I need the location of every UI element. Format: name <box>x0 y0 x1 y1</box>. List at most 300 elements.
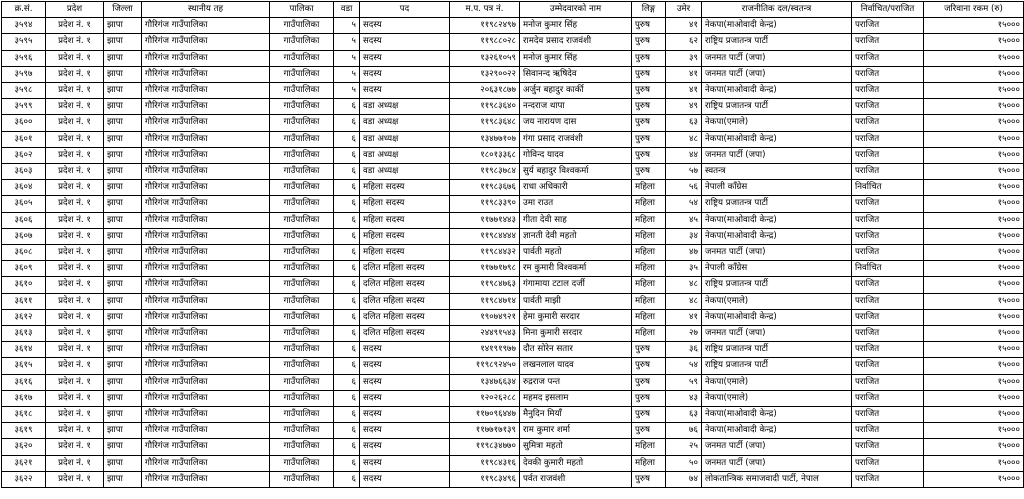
district-cell: झापा <box>104 66 142 82</box>
ward-cell: ५ <box>334 83 360 99</box>
serial-cell: ३६१६ <box>2 374 46 390</box>
gender-cell: महिला <box>632 277 666 293</box>
candidate-name-cell: ज्ञानती देवी महतो <box>520 228 632 244</box>
local-level-cell: गौरिगंज गाउँपालिका <box>142 18 270 34</box>
post-cell: वडा अध्यक्ष <box>360 115 450 131</box>
result-cell: पराजित <box>852 99 924 115</box>
ballot-number-cell: १९०७४९२१ <box>450 309 520 325</box>
result-cell: निर्वाचित <box>852 180 924 196</box>
party-cell: नेकपा(एमाले) <box>702 293 852 309</box>
table-row <box>2 18 1024 34</box>
ward-cell: ६ <box>334 180 360 196</box>
fine-amount-cell: १५००० <box>924 34 1024 50</box>
district-cell: झापा <box>104 131 142 147</box>
candidate-name-cell: दौत सोरेन सतार <box>520 342 632 358</box>
party-cell: नेपाली काँग्रेस <box>702 261 852 277</box>
municipality-type-cell: गाउँपालिका <box>270 131 334 147</box>
post-cell: सदस्य <box>360 390 450 406</box>
candidate-name-cell: राम कुमार शर्मा <box>520 423 632 439</box>
party-cell: राष्ट्रिय प्रजातन्त्र पार्टी <box>702 34 852 50</box>
result-cell: पराजित <box>852 50 924 66</box>
table-row <box>2 277 1024 293</box>
municipality-type-cell: गाउँपालिका <box>270 374 334 390</box>
district-cell: झापा <box>104 439 142 455</box>
candidate-name-cell: राधा अधिकारी <box>520 180 632 196</box>
fine-amount-cell: १५००० <box>924 293 1024 309</box>
party-cell: राष्ट्रिय प्रजातन्त्र पार्टी <box>702 196 852 212</box>
province-cell: प्रदेश नं. १ <box>46 147 104 163</box>
gender-cell: पुरुष <box>632 423 666 439</box>
post-cell: दलित महिला सदस्य <box>360 309 450 325</box>
ballot-number-cell: ११७७१४४३ <box>450 212 520 228</box>
table-row <box>2 180 1024 196</box>
age-cell: ३९ <box>666 50 702 66</box>
result-cell: पराजित <box>852 66 924 82</box>
age-cell: ३५ <box>666 261 702 277</box>
local-level-cell: गौरिगंज गाउँपालिका <box>142 423 270 439</box>
party-cell: जनमत पार्टी (जपा) <box>702 147 852 163</box>
post-cell: महिला सदस्य <box>360 180 450 196</box>
age-cell: ४८ <box>666 277 702 293</box>
ward-cell: ६ <box>334 115 360 131</box>
municipality-type-cell: गाउँपालिका <box>270 455 334 471</box>
ward-cell: ५ <box>334 66 360 82</box>
age-cell: ३४ <box>666 228 702 244</box>
post-cell: सदस्य <box>360 423 450 439</box>
serial-cell: ३६०१ <box>2 131 46 147</box>
gender-cell: पुरुष <box>632 471 666 487</box>
candidate-name-cell: महमद इसलाम <box>520 390 632 406</box>
ballot-number-cell: ११७७१७९८ <box>450 261 520 277</box>
gender-cell: पुरुष <box>632 50 666 66</box>
province-cell: प्रदेश नं. १ <box>46 342 104 358</box>
age-cell: ४१ <box>666 83 702 99</box>
header-district: जिल्ला <box>104 2 142 18</box>
local-level-cell: गौरिगंज गाउँपालिका <box>142 407 270 423</box>
gender-cell: महिला <box>632 196 666 212</box>
fine-amount-cell: १५००० <box>924 83 1024 99</box>
gender-cell: पुरुष <box>632 99 666 115</box>
municipality-type-cell: गाउँपालिका <box>270 34 334 50</box>
municipality-type-cell: गाउँपालिका <box>270 99 334 115</box>
ballot-number-cell: ११९८४४४४ <box>450 228 520 244</box>
local-level-cell: गौरिगंज गाउँपालिका <box>142 261 270 277</box>
table-row <box>2 390 1024 406</box>
party-cell: राष्ट्रिय प्रजातन्त्र पार्टी <box>702 277 852 293</box>
post-cell: महिला सदस्य <box>360 212 450 228</box>
serial-cell: ३६०४ <box>2 180 46 196</box>
table-row <box>2 455 1024 471</box>
header-row <box>2 2 1024 18</box>
header-local-level: स्थानीय तह <box>142 2 270 18</box>
gender-cell: पुरुष <box>632 66 666 82</box>
gender-cell: पुरुष <box>632 83 666 99</box>
province-cell: प्रदेश नं. १ <box>46 261 104 277</box>
table-row <box>2 471 1024 487</box>
fine-amount-cell: १५००० <box>924 471 1024 487</box>
serial-cell: ३६१८ <box>2 407 46 423</box>
table-row <box>2 147 1024 163</box>
serial-cell: ३६०० <box>2 115 46 131</box>
district-cell: झापा <box>104 34 142 50</box>
result-cell: पराजित <box>852 293 924 309</box>
table-row <box>2 293 1024 309</box>
gender-cell: महिला <box>632 455 666 471</box>
ballot-number-cell: १४१९१९७७ <box>450 342 520 358</box>
serial-cell: ३६१७ <box>2 390 46 406</box>
candidate-name-cell: पर्वत राजवंशी <box>520 471 632 487</box>
gender-cell: पुरुष <box>632 390 666 406</box>
local-level-cell: गौरिगंज गाउँपालिका <box>142 342 270 358</box>
post-cell: सदस्य <box>360 50 450 66</box>
gender-cell: महिला <box>632 309 666 325</box>
fine-amount-cell: १५००० <box>924 407 1024 423</box>
serial-cell: ३५९७ <box>2 66 46 82</box>
age-cell: ४३ <box>666 390 702 406</box>
municipality-type-cell: गाउँपालिका <box>270 18 334 34</box>
candidate-name-cell: पार्वती महतो <box>520 245 632 261</box>
table-row <box>2 374 1024 390</box>
result-cell: पराजित <box>852 131 924 147</box>
local-level-cell: गौरिगंज गाउँपालिका <box>142 50 270 66</box>
ballot-number-cell: ११९८४४३२ <box>450 245 520 261</box>
header-result: निर्वाचित/पराजित <box>852 2 924 18</box>
province-cell: प्रदेश नं. १ <box>46 293 104 309</box>
ward-cell: ६ <box>334 196 360 212</box>
municipality-type-cell: गाउँपालिका <box>270 212 334 228</box>
ward-cell: ६ <box>334 131 360 147</box>
ward-cell: ६ <box>334 164 360 180</box>
ballot-number-cell: ११९८३४९६ <box>450 471 520 487</box>
fine-amount-cell: १५००० <box>924 212 1024 228</box>
age-cell: ४७ <box>666 245 702 261</box>
result-cell: पराजित <box>852 212 924 228</box>
municipality-type-cell: गाउँपालिका <box>270 309 334 325</box>
local-level-cell: गौरिगंज गाउँपालिका <box>142 439 270 455</box>
result-cell: पराजित <box>852 147 924 163</box>
result-cell: पराजित <box>852 390 924 406</box>
fine-amount-cell: १५००० <box>924 18 1024 34</box>
ward-cell: ६ <box>334 342 360 358</box>
ballot-number-cell: ११९८३६४८ <box>450 115 520 131</box>
ward-cell: ६ <box>334 423 360 439</box>
gender-cell: महिला <box>632 180 666 196</box>
district-cell: झापा <box>104 407 142 423</box>
municipality-type-cell: गाउँपालिका <box>270 147 334 163</box>
table-row <box>2 261 1024 277</box>
gender-cell: महिला <box>632 326 666 342</box>
province-cell: प्रदेश नं. १ <box>46 423 104 439</box>
header-ward: वडा <box>334 2 360 18</box>
result-cell: पराजित <box>852 196 924 212</box>
serial-cell: ३६११ <box>2 293 46 309</box>
serial-cell: ३६०७ <box>2 228 46 244</box>
district-cell: झापा <box>104 196 142 212</box>
table-row <box>2 423 1024 439</box>
party-cell: नेकपा(माओवादी केन्द्र) <box>702 212 852 228</box>
party-cell: नेकपा(एमाले) <box>702 374 852 390</box>
province-cell: प्रदेश नं. १ <box>46 131 104 147</box>
district-cell: झापा <box>104 228 142 244</box>
candidate-name-cell: देवकी कुमारी महतो <box>520 455 632 471</box>
province-cell: प्रदेश नं. १ <box>46 407 104 423</box>
party-cell: राष्ट्रिय प्रजातन्त्र पार्टी <box>702 342 852 358</box>
party-cell: नेकपा(माओवादी केन्द्र) <box>702 83 852 99</box>
party-cell: नेकपा(एमाले) <box>702 390 852 406</box>
ballot-number-cell: ११९८८०२८ <box>450 34 520 50</box>
ballot-number-cell: १३२६१०५९ <box>450 50 520 66</box>
result-cell: पराजित <box>852 455 924 471</box>
municipality-type-cell: गाउँपालिका <box>270 196 334 212</box>
municipality-type-cell: गाउँपालिका <box>270 342 334 358</box>
serial-cell: ३६०५ <box>2 196 46 212</box>
municipality-type-cell: गाउँपालिका <box>270 358 334 374</box>
party-cell: जनमत पार्टी (जपा) <box>702 245 852 261</box>
ballot-number-cell: १३२९००२२ <box>450 66 520 82</box>
age-cell: ७६ <box>666 423 702 439</box>
ward-cell: ६ <box>334 212 360 228</box>
fine-amount-cell: १५००० <box>924 164 1024 180</box>
local-level-cell: गौरिगंज गाउँपालिका <box>142 326 270 342</box>
result-cell: निर्वाचित <box>852 261 924 277</box>
party-cell: जनमत पार्टी (जपा) <box>702 50 852 66</box>
municipality-type-cell: गाउँपालिका <box>270 326 334 342</box>
fine-amount-cell: १५००० <box>924 309 1024 325</box>
province-cell: प्रदेश नं. १ <box>46 99 104 115</box>
local-level-cell: गौरिगंज गाउँपालिका <box>142 115 270 131</box>
candidate-name-cell: पार्वती माझी <box>520 293 632 309</box>
age-cell: ५९ <box>666 374 702 390</box>
age-cell: ५४ <box>666 196 702 212</box>
serial-cell: ३६२१ <box>2 455 46 471</box>
district-cell: झापा <box>104 83 142 99</box>
table-row <box>2 212 1024 228</box>
serial-cell: ३६०६ <box>2 212 46 228</box>
party-cell: जनमत पार्टी (जपा) <box>702 455 852 471</box>
candidate-name-cell: रम कुमारी विश्वकर्मा <box>520 261 632 277</box>
post-cell: सदस्य <box>360 471 450 487</box>
gender-cell: पुरुष <box>632 131 666 147</box>
local-level-cell: गौरिगंज गाउँपालिका <box>142 164 270 180</box>
province-cell: प्रदेश नं. १ <box>46 358 104 374</box>
district-cell: झापा <box>104 471 142 487</box>
province-cell: प्रदेश नं. १ <box>46 228 104 244</box>
candidate-name-cell: लखनलाल यादव <box>520 358 632 374</box>
ballot-number-cell: ११९८९२४५० <box>450 358 520 374</box>
age-cell: ५६ <box>666 180 702 196</box>
ballot-number-cell: २४४९१५४३ <box>450 326 520 342</box>
candidate-name-cell: अर्जुन बहादुर कार्की <box>520 83 632 99</box>
table-row <box>2 326 1024 342</box>
local-level-cell: गौरिगंज गाउँपालिका <box>142 293 270 309</box>
result-cell: पराजित <box>852 115 924 131</box>
local-level-cell: गौरिगंज गाउँपालिका <box>142 245 270 261</box>
fine-amount-cell: १५००० <box>924 50 1024 66</box>
party-cell: जनमत पार्टी (जपा) <box>702 439 852 455</box>
ward-cell: ६ <box>334 326 360 342</box>
party-cell: नेकपा(माओवादी केन्द्र) <box>702 423 852 439</box>
local-level-cell: गौरिगंज गाउँपालिका <box>142 228 270 244</box>
post-cell: सदस्य <box>360 374 450 390</box>
candidate-name-cell: सुमित्रा महतो <box>520 439 632 455</box>
ballot-number-cell: ११९८३६४० <box>450 99 520 115</box>
ward-cell: ६ <box>334 358 360 374</box>
local-level-cell: गौरिगंज गाउँपालिका <box>142 180 270 196</box>
candidate-name-cell: मिना कुमारी सरदार <box>520 326 632 342</box>
fine-amount-cell: १५००० <box>924 358 1024 374</box>
post-cell: वडा अध्यक्ष <box>360 99 450 115</box>
gender-cell: महिला <box>632 228 666 244</box>
ballot-number-cell: ११९८४७१४ <box>450 293 520 309</box>
ballot-number-cell: ११९८३३९० <box>450 196 520 212</box>
candidate-name-cell: मनोज कुमार सिंह <box>520 50 632 66</box>
header-fine-amount: जरिवाना रकम (रु) <box>924 2 1024 18</box>
ballot-number-cell: २०६३१८७७ <box>450 83 520 99</box>
ballot-number-cell: ११७७१७१३९ <box>450 423 520 439</box>
ward-cell: ६ <box>334 245 360 261</box>
ballot-number-cell: ११९८३६७६ <box>450 180 520 196</box>
ballot-number-cell: १३४७७१०७ <box>450 131 520 147</box>
fine-amount-cell: १५००० <box>924 326 1024 342</box>
province-cell: प्रदेश नं. १ <box>46 471 104 487</box>
province-cell: प्रदेश नं. १ <box>46 309 104 325</box>
gender-cell: महिला <box>632 261 666 277</box>
district-cell: झापा <box>104 164 142 180</box>
local-level-cell: गौरिगंज गाउँपालिका <box>142 471 270 487</box>
municipality-type-cell: गाउँपालिका <box>270 164 334 180</box>
district-cell: झापा <box>104 99 142 115</box>
local-level-cell: गौरिगंज गाउँपालिका <box>142 196 270 212</box>
party-cell: नेकपा(एमाले) <box>702 115 852 131</box>
post-cell: वडा अध्यक्ष <box>360 164 450 180</box>
candidate-name-cell: मैनुदिन मियाँ <box>520 407 632 423</box>
district-cell: झापा <box>104 261 142 277</box>
party-cell: राष्ट्रिय प्रजातन्त्र पार्टी <box>702 99 852 115</box>
age-cell: ४४ <box>666 147 702 163</box>
post-cell: महिला सदस्य <box>360 228 450 244</box>
serial-cell: ३५९८ <box>2 83 46 99</box>
municipality-type-cell: गाउँपालिका <box>270 50 334 66</box>
ward-cell: ६ <box>334 471 360 487</box>
local-level-cell: गौरिगंज गाउँपालिका <box>142 455 270 471</box>
province-cell: प्रदेश नं. १ <box>46 455 104 471</box>
party-cell: जनमत पार्टी (जपा) <box>702 326 852 342</box>
table-row <box>2 131 1024 147</box>
result-cell: पराजित <box>852 18 924 34</box>
party-cell: राष्ट्रिय प्रजातन्त्र पार्टी <box>702 358 852 374</box>
ballot-number-cell: ११९८३७८४ <box>450 164 520 180</box>
result-cell: पराजित <box>852 326 924 342</box>
district-cell: झापा <box>104 245 142 261</box>
table-row <box>2 358 1024 374</box>
district-cell: झापा <box>104 342 142 358</box>
municipality-type-cell: गाउँपालिका <box>270 245 334 261</box>
result-cell: पराजित <box>852 407 924 423</box>
party-cell: नेकपा(माओवादी केन्द्र) <box>702 228 852 244</box>
local-level-cell: गौरिगंज गाउँपालिका <box>142 131 270 147</box>
post-cell: दलित महिला सदस्य <box>360 293 450 309</box>
serial-cell: ३६०२ <box>2 147 46 163</box>
party-cell: नेकपा(माओवादी केन्द्र) <box>702 131 852 147</box>
age-cell: ६३ <box>666 407 702 423</box>
ward-cell: ६ <box>334 439 360 455</box>
province-cell: प्रदेश नं. १ <box>46 34 104 50</box>
fine-amount-cell: १५००० <box>924 196 1024 212</box>
fine-amount-cell: १५००० <box>924 342 1024 358</box>
header-age: उमेर <box>666 2 702 18</box>
table-row <box>2 196 1024 212</box>
local-level-cell: गौरिगंज गाउँपालिका <box>142 99 270 115</box>
header-candidate-name: उम्मेदवारको नाम <box>520 2 632 18</box>
gender-cell: पुरुष <box>632 34 666 50</box>
gender-cell: पुरुष <box>632 147 666 163</box>
post-cell: सदस्य <box>360 455 450 471</box>
age-cell: ४८ <box>666 131 702 147</box>
serial-cell: ३६२० <box>2 439 46 455</box>
province-cell: प्रदेश नं. १ <box>46 326 104 342</box>
gender-cell: पुरुष <box>632 407 666 423</box>
ballot-number-cell: १८०१३३६८ <box>450 147 520 163</box>
result-cell: पराजित <box>852 471 924 487</box>
age-cell: ६२ <box>666 34 702 50</box>
party-cell: जनमत पार्टी (जपा) <box>702 66 852 82</box>
ballot-number-cell: ११९८४७६३ <box>450 277 520 293</box>
post-cell: दलित महिला सदस्य <box>360 326 450 342</box>
party-cell: नेपाली काँग्रेस <box>702 180 852 196</box>
municipality-type-cell: गाउँपालिका <box>270 423 334 439</box>
municipality-type-cell: गाउँपालिका <box>270 180 334 196</box>
gender-cell: पुरुष <box>632 358 666 374</box>
district-cell: झापा <box>104 277 142 293</box>
post-cell: वडा अध्यक्ष <box>360 131 450 147</box>
district-cell: झापा <box>104 115 142 131</box>
district-cell: झापा <box>104 180 142 196</box>
age-cell: २५ <box>666 439 702 455</box>
fine-amount-cell: १५००० <box>924 180 1024 196</box>
local-level-cell: गौरिगंज गाउँपालिका <box>142 390 270 406</box>
result-cell: पराजित <box>852 228 924 244</box>
age-cell: ४८ <box>666 293 702 309</box>
gender-cell: पुरुष <box>632 115 666 131</box>
gender-cell: पुरुष <box>632 342 666 358</box>
post-cell: दलित महिला सदस्य <box>360 261 450 277</box>
result-cell: पराजित <box>852 277 924 293</box>
municipality-type-cell: गाउँपालिका <box>270 66 334 82</box>
candidate-name-cell: सिवानन्द ऋषिदेव <box>520 66 632 82</box>
local-level-cell: गौरिगंज गाउँपालिका <box>142 83 270 99</box>
post-cell: सदस्य <box>360 407 450 423</box>
ward-cell: ५ <box>334 18 360 34</box>
province-cell: प्रदेश नं. १ <box>46 66 104 82</box>
candidate-name-cell: रुद्रराज पन्त <box>520 374 632 390</box>
municipality-type-cell: गाउँपालिका <box>270 471 334 487</box>
table-row <box>2 99 1024 115</box>
candidate-name-cell: गीता देवी साह <box>520 212 632 228</box>
party-cell: स्वतन्त्र <box>702 164 852 180</box>
serial-cell: ३६१४ <box>2 342 46 358</box>
serial-cell: ३६०८ <box>2 245 46 261</box>
age-cell: ३६ <box>666 342 702 358</box>
table-row <box>2 228 1024 244</box>
serial-cell: ३६१३ <box>2 326 46 342</box>
party-cell: नेकपा(माओवादी केन्द्र) <box>702 407 852 423</box>
serial-cell: ३६२२ <box>2 471 46 487</box>
table-row <box>2 245 1024 261</box>
party-cell: नेकपा(माओवादी केन्द्र) <box>702 309 852 325</box>
post-cell: सदस्य <box>360 83 450 99</box>
candidate-name-cell: गंगा प्रसाद राजवंशी <box>520 131 632 147</box>
gender-cell: महिला <box>632 439 666 455</box>
